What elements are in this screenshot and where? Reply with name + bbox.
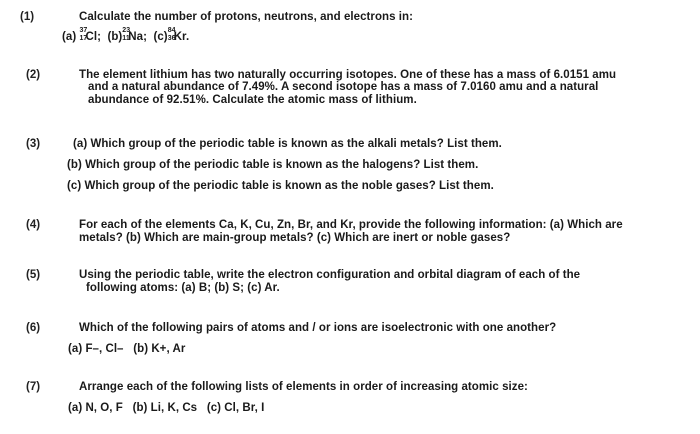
element-symbol: Na; — [128, 31, 147, 43]
isotope-kr — [167, 27, 190, 43]
question-text-line: (a) F–, Cl– (b) K+, Ar — [68, 343, 186, 355]
question-text: Calculate the number of protons, neutrons, and electrons in: — [79, 11, 413, 23]
item-label: (a) — [62, 31, 77, 43]
mass-number: 23 — [122, 27, 131, 34]
question-text-line: following atoms: (a) B; (b) S; (c) Ar. — [86, 282, 280, 294]
isotope-na — [122, 27, 147, 43]
atomic-number: 17 — [79, 35, 88, 42]
element-symbol: Cl; — [85, 31, 101, 43]
question-text-line: For each of the elements Ca, K, Cu, Zn, Br, and Kr, provide the following information: (a) Which are — [79, 219, 623, 231]
question-number: (3) — [26, 138, 41, 150]
question-text-line: (a) Which group of the periodic table is known as the alkali metals? List them. — [73, 138, 502, 150]
question-number: (4) — [26, 219, 41, 231]
question-number: (1) — [20, 11, 35, 23]
question-text-line: (b) Which group of the periodic table is known as the halogens? List them. — [67, 159, 479, 171]
question-number: (6) — [26, 322, 41, 334]
question-number: (5) — [26, 269, 41, 281]
mass-number: 37 — [79, 27, 88, 34]
atomic-number: 11 — [122, 35, 130, 42]
isotope-cl — [79, 27, 101, 43]
item-label: (c) — [153, 31, 168, 43]
question-text-line: The element lithium has two naturally occurring isotopes. One of these has a mass of 6.0151 amu — [79, 69, 617, 81]
question-text-line: (a) N, O, F (b) Li, K, Cs (c) Cl, Br, I — [68, 402, 265, 414]
question-text-line: (c) Which group of the periodic table is known as the noble gases? List them. — [67, 180, 494, 192]
mass-number: 84 — [167, 27, 176, 34]
question-text-line: metals? (b) Which are main-group metals? (c) Which are inert or noble gases? — [79, 232, 511, 244]
atomic-number: 36 — [167, 35, 176, 42]
question-number: (7) — [26, 381, 41, 393]
question-text-line: Arrange each of the following lists of elements in order of increasing atomic size: — [79, 381, 528, 393]
question-text-line: Which of the following pairs of atoms and / or ions are isoelectronic with one another? — [79, 322, 557, 334]
question-text-line: abundance of 92.51%. Calculate the atomic mass of lithium. — [88, 94, 417, 106]
isotope-list — [62, 27, 190, 43]
question-number: (2) — [26, 69, 41, 81]
question-text-line: Using the periodic table, write the electron configuration and orbital diagram of each of the — [79, 269, 581, 281]
item-label: (b) — [107, 31, 123, 43]
question-text-line: and a natural abundance of 7.49%. A second isotope has a mass of 7.0160 amu and a natural — [88, 81, 599, 93]
element-symbol: Kr. — [173, 31, 190, 43]
